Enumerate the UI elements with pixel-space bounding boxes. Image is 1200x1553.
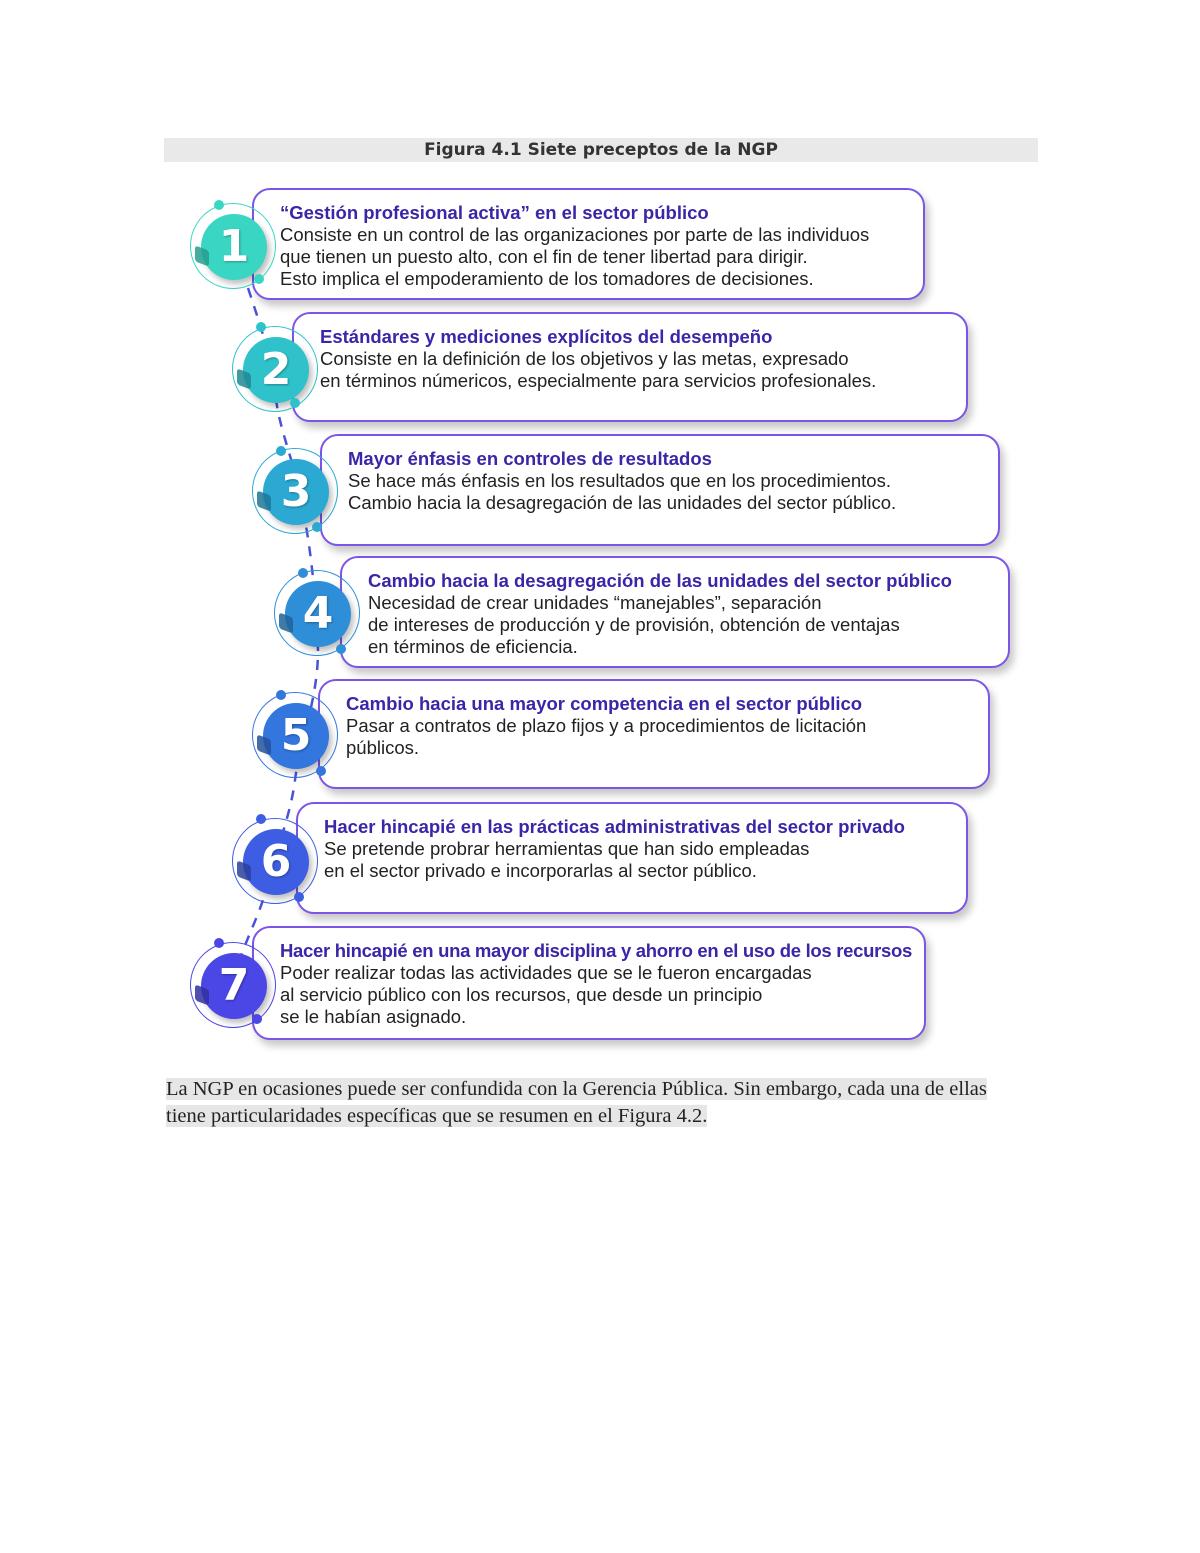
step-number-badge <box>252 448 338 534</box>
step-title: Hacer hincapié en una mayor disciplina y ahorro en el uso de los recursos <box>280 940 912 961</box>
step-line: que tienen un puesto alto, con el fin de tener libertad para dirigir. <box>280 246 808 267</box>
step-card <box>292 312 968 422</box>
step-title: Hacer hincapié en las prácticas administrativas del sector privado <box>324 816 905 837</box>
step-line: Esto implica el empoderamiento de los tomadores de decisiones. <box>280 268 814 289</box>
step-title: Estándares y mediciones explícitos del desempeño <box>320 326 773 347</box>
figure-title: Figura 4.1 Siete preceptos de la NGP <box>164 138 1038 162</box>
step-card <box>296 802 968 914</box>
step-title: “Gestión profesional activa” en el sector público <box>280 202 709 223</box>
step-number-badge <box>252 692 338 778</box>
connector-dot <box>276 446 286 456</box>
step-line: se le habían asignado. <box>280 1006 467 1027</box>
paragraph-line: La NGP en ocasiones puede ser confundida con la Gerencia Pública. Sin embargo, cada una de ellas <box>166 1078 987 1100</box>
step-title: Cambio hacia una mayor competencia en el sector público <box>346 693 863 714</box>
connector-dot <box>252 1014 262 1024</box>
step-card <box>318 679 990 789</box>
step-line: Se pretende probrar herramientas que han sido empleadas <box>324 838 810 859</box>
step-line: Consiste en la definición de los objetivos y las metas, expresado <box>320 348 849 369</box>
connector-dot <box>290 398 300 408</box>
step-line: Se hace más énfasis en los resultados que en los procedimientos. <box>348 470 891 491</box>
step-title: Mayor énfasis en controles de resultados <box>348 448 712 469</box>
step-line: al servicio público con los recursos, que desde un principio <box>280 984 763 1005</box>
step-number: 2 <box>260 344 292 395</box>
connector-dot <box>336 644 346 654</box>
connector-dot <box>256 322 266 332</box>
step-title: Cambio hacia la desagregación de las unidades del sector público <box>368 570 952 591</box>
connector-dot <box>214 938 224 948</box>
connector-dot <box>312 522 322 532</box>
step-line: en términos númericos, especialmente para servicios profesionales. <box>320 370 877 391</box>
step-line: Poder realizar todas las actividades que se le fueron encargadas <box>280 962 812 983</box>
step-number-badge <box>232 818 318 904</box>
connector-dot <box>256 814 266 824</box>
step-line: de intereses de producción y de provisión, obtención de ventajas <box>368 614 900 635</box>
step-card <box>252 926 926 1040</box>
connector-dot <box>214 200 224 210</box>
step-line: públicos. <box>346 737 420 758</box>
step-line: Necesidad de crear unidades “manejables”, separación <box>368 592 822 613</box>
connector-dot <box>276 690 286 700</box>
step-line: en términos de eficiencia. <box>368 636 578 657</box>
step-number: 4 <box>302 588 334 639</box>
step-number-badge <box>190 942 276 1028</box>
connector-dot <box>254 274 264 284</box>
step-number: 6 <box>260 836 292 887</box>
step-number-badge <box>274 570 360 656</box>
step-line: Pasar a contratos de plazo fijos y a procedimientos de licitación <box>346 715 867 736</box>
step-number: 5 <box>280 710 312 761</box>
step-card <box>252 188 925 300</box>
step-number: 7 <box>218 960 250 1011</box>
step-number: 3 <box>280 466 312 517</box>
step-line: Cambio hacia la desagregación de las unidades del sector público. <box>348 492 897 513</box>
step-number-badge <box>232 326 318 412</box>
body-paragraph <box>166 1076 1036 1130</box>
step-number: 1 <box>218 221 250 272</box>
connector-dot <box>294 892 304 902</box>
paragraph-line: tiene particularidades específicas que se resumen en el Figura 4.2. <box>166 1105 708 1127</box>
step-card <box>340 556 1010 668</box>
connector-dot <box>298 568 308 578</box>
step-line: Consiste en un control de las organizaciones por parte de las individuos <box>280 224 870 245</box>
step-line: en el sector privado e incorporarlas al sector público. <box>324 860 757 881</box>
step-card <box>320 434 1000 546</box>
connector-dot <box>316 766 326 776</box>
